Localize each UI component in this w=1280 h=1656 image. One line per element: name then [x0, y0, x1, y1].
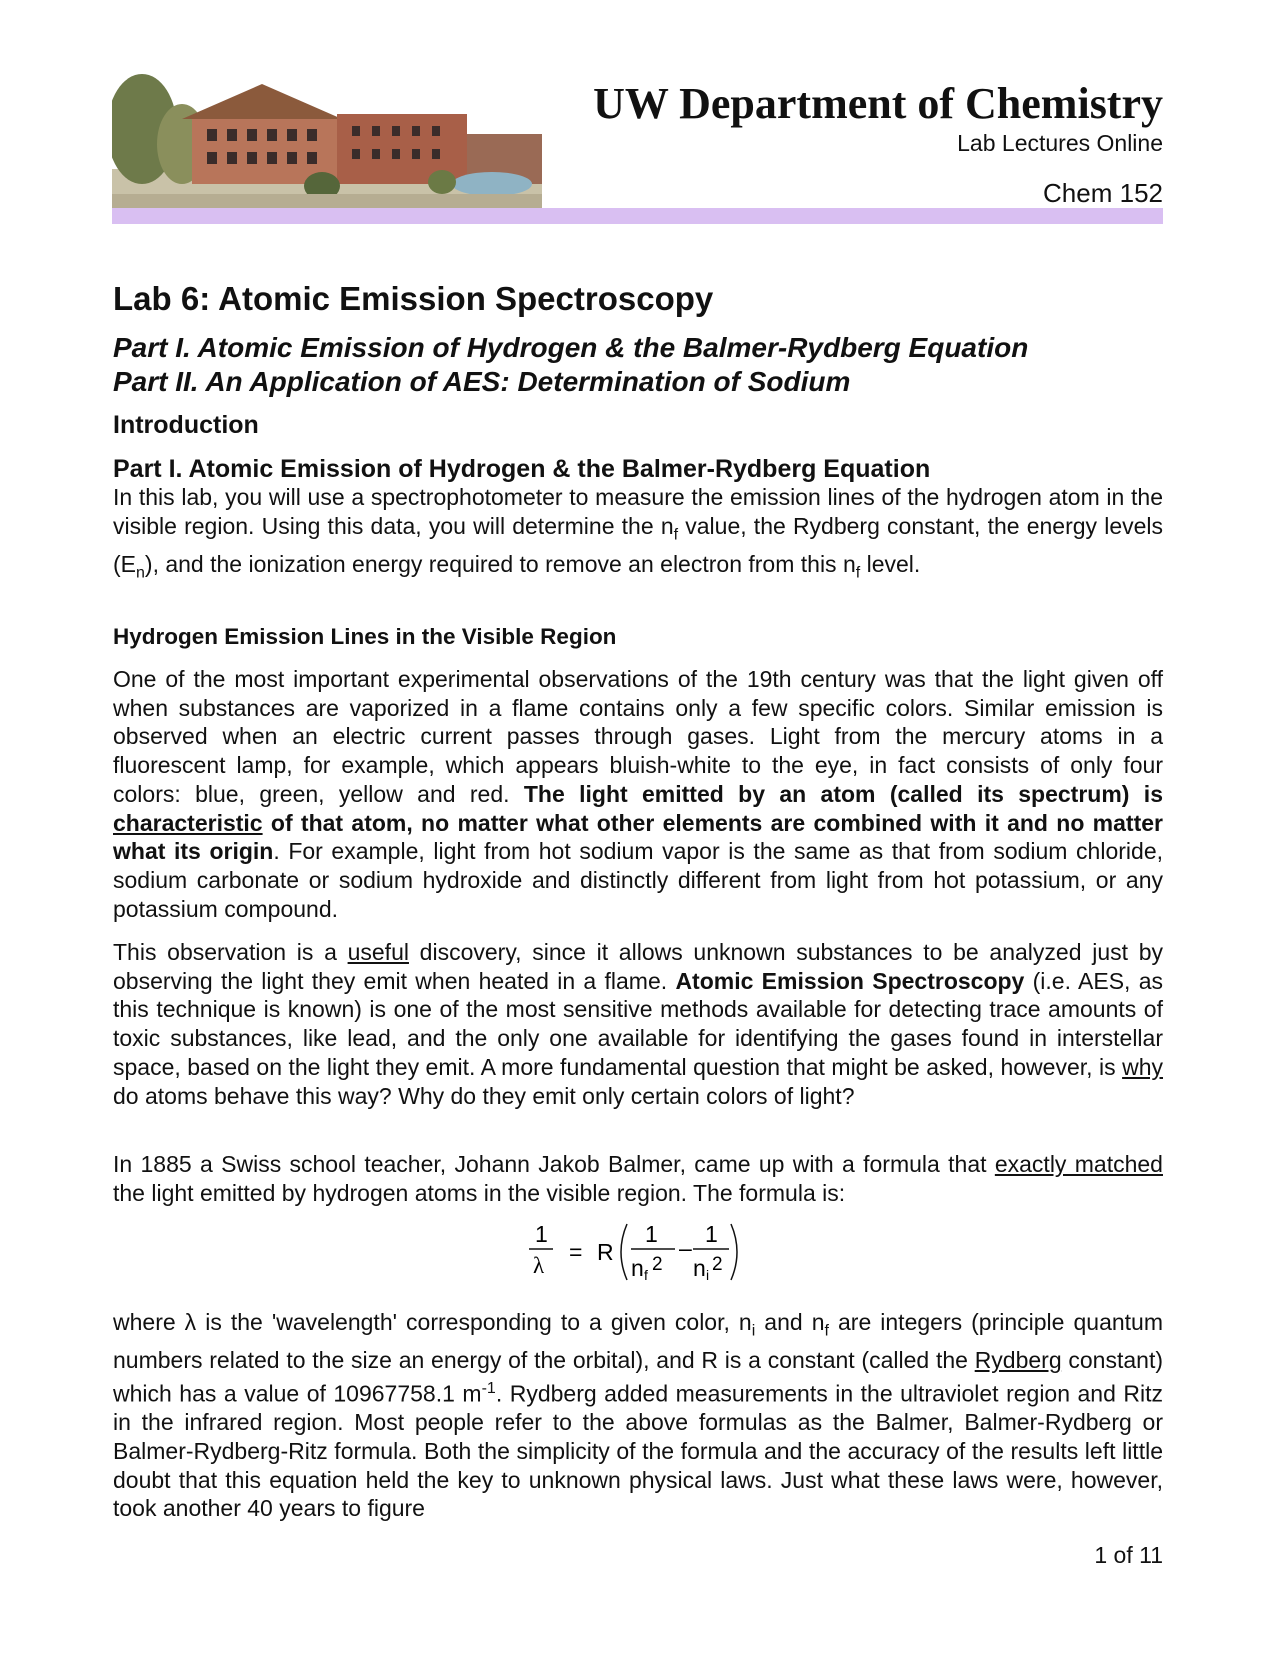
page-number: 1 of 11 — [1094, 1542, 1163, 1568]
balmer-rydberg-formula — [527, 1218, 747, 1298]
intro-paragraph: In this lab, you will use a spectrophotometer to measure the emission lines of the hydrogen atom in the visible region. Using this data, you will determine the $n_f$ value, the Rydberg constant, the energy levels $(E_n)$, and the ionization energy required to remove an electron from this $n_f$ level. — [113, 484, 1164, 582]
rydberg-paragraph: where λ is the 'wavelength' corresponding to a given color, $n_i$ and $n_f$ are integers (principle quantum numbers related to the size an energy of the orbital), and R is a constant (called the Rydberg constant) which has a value of 10967758.1 $m^{-1}$. Rydberg added measurements in the ultraviolet region and Ritz in the infrared region. Most people refer to the above formulas as the Balmer, Balmer-Rydberg or Balmer-Rydberg-Ritz formula. Both the simplicity of the formula and the accuracy of the results left little doubt that this equation held the key to unknown physical laws. Just what these laws were, however, took another 40 years to figure — [113, 1309, 1164, 1522]
svg-text:λ: λ — [533, 1253, 545, 1278]
lab-title: Lab 6: Atomic Emission Spectroscopy — [113, 280, 714, 317]
page-header — [112, 74, 1163, 224]
svg-text:i: i — [706, 1267, 710, 1283]
header-subtitle: Lab Lectures Online — [957, 130, 1163, 156]
svg-text:1: 1 — [645, 1221, 658, 1247]
campus-building-image — [112, 74, 542, 209]
header-divider — [112, 208, 1163, 224]
svg-text:1: 1 — [705, 1221, 718, 1247]
svg-text:2: 2 — [712, 1254, 723, 1275]
balmer-paragraph: In 1885 a Swiss school teacher, Johann Jakob Balmer, came up with a formula that exactly matched the light emitted by hydrogen atoms in the visible region. The formula is: — [113, 1151, 1163, 1206]
svg-text:R: R — [597, 1239, 614, 1265]
department-title: UW Department of Chemistry — [593, 79, 1163, 128]
svg-text:n: n — [693, 1255, 706, 1281]
svg-text:=: = — [569, 1239, 583, 1265]
svg-text:1: 1 — [535, 1221, 548, 1247]
svg-text:f: f — [644, 1267, 648, 1283]
parts-list — [113, 331, 1028, 399]
svg-text:–: – — [679, 1235, 692, 1261]
svg-text:2: 2 — [652, 1254, 663, 1275]
part-1-heading: Part I. Atomic Emission of Hydrogen & the Balmer-Rydberg Equation — [113, 455, 931, 483]
aes-paragraph: This observation is a useful discovery, since it allows unknown substances to be analyzed just by observing the light they emit when heated in a flame. Atomic Emission Spectroscopy (i.e. AES, as this technique is known) is one of the most sensitive methods available for detecting trace amounts of toxic substances, like lead, and the only one available for identifying the gases found in interstellar space, based on the light they emit. A more fundamental question that might be asked, however, is why do atoms behave this way? Why do they emit only certain colors of light? — [113, 939, 1164, 1109]
emission-paragraph: One of the most important experimental observations of the 19th century was that the light given off when substances are vaporized in a flame contains only a few specific colors. Similar emission is observed when an electric current passes through gases. Light from the mercury atoms in a fluorescent lamp, for example, which appears bluish-white to the eye, in fact consists of only four colors: blue, green, yellow and red. The light emitted by an atom (called its spectrum) is characteristic of that atom, no matter what other elements are combined with it and no matter what its origin. For example, light from hot sodium vapor is the same as that from sodium chloride, sodium carbonate or sodium hydroxide and distinctly different from light from hot potassium, or any potassium compound. — [113, 666, 1163, 922]
section-subheading: Hydrogen Emission Lines in the Visible Region — [113, 624, 617, 649]
part-2-title: Part II. An Application of AES: Determination of Sodium — [113, 366, 851, 397]
part-1-title: Part I. Atomic Emission of Hydrogen & the Balmer-Rydberg Equation — [113, 332, 1029, 363]
course-label: Chem 152 — [1043, 178, 1163, 208]
introduction-heading: Introduction — [113, 411, 259, 439]
svg-text:n: n — [631, 1255, 644, 1281]
